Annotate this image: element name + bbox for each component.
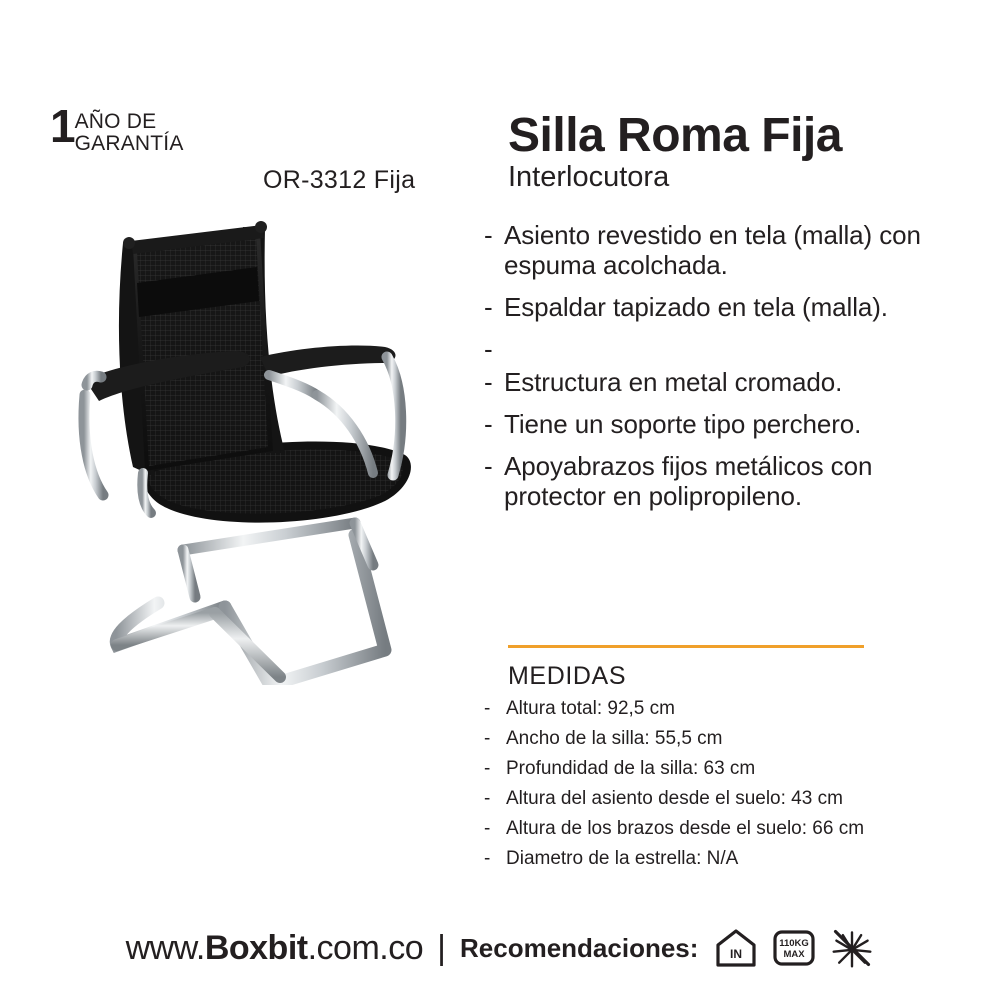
measure-text: Diametro de la estrella: N/A [506,847,739,869]
weight-limit-icon [772,926,816,970]
list-item [484,409,956,439]
feature-text: Asiento revestido en tela (malla) con espuma acolchada. [504,220,921,281]
bullet-dash: - [484,847,491,869]
no-direct-sunlight-icon [830,926,874,970]
measure-text: Altura del asiento desde el suelo: 43 cm [506,787,843,809]
bullet-dash: - [484,817,491,839]
feature-text: Tiene un soporte tipo perchero. [504,408,862,439]
feature-text: Estructura en metal cromado. [504,366,843,397]
bullet-dash: - [484,698,491,719]
list-item [484,451,956,511]
warranty-line-2: GARANTÍA [74,132,184,156]
divider-rule [508,645,864,648]
feature-text: Apoyabrazos fijos metálicos con protector en polipropileno. [504,450,873,512]
measure-text: Ancho de la silla: 55,5 cm [506,727,723,749]
bullet-dash: - [484,757,491,779]
bullet-dash: - [484,450,493,481]
warranty-badge [50,100,184,156]
bullet-dash: - [484,366,493,397]
product-image [55,205,455,685]
page-subtitle: Interlocutora [508,161,670,193]
list-item [484,292,956,322]
recommendations-label: Recomendaciones: [460,932,699,963]
measure-text: Altura de los brazos desde el suelo: 66 cm [506,817,865,839]
measure-text: Profundidad de la silla: 63 cm [506,757,756,779]
list-item [484,846,964,873]
list-item [484,367,956,397]
title-block [508,109,968,194]
url-tld: .com.co [307,928,424,967]
list-item [484,726,964,753]
bullet-dash: - [484,220,493,250]
warranty-number: 1 [50,100,75,152]
page-title: Silla Roma Fija [508,109,842,162]
footer [0,926,1000,970]
bullet-dash: - [484,787,491,809]
warranty-line-1: AÑO DE [74,110,157,133]
bullet-dash: - [484,292,493,323]
features-list [484,220,956,523]
indoor-use-icon [714,926,758,970]
url-brand: Boxbit [204,928,308,967]
list-item [484,696,964,723]
bullet-dash: - [484,727,491,749]
footer-separator: | [437,928,446,967]
measures-title: MEDIDAS [508,662,627,690]
svg-text:110KG: 110KG [779,938,810,949]
svg-text:MAX: MAX [783,949,805,960]
feature-text: Espaldar tapizado en tela (malla). [504,292,888,323]
warranty-text [75,108,184,156]
bullet-dash: - [484,408,493,439]
list-item [484,756,964,783]
list-item [484,220,956,280]
url-www: www. [125,928,205,967]
svg-text:IN: IN [730,947,743,961]
list-item [484,334,956,364]
recommendation-badges [714,926,874,970]
measure-text: Altura total: 92,5 cm [506,698,675,719]
model-code: OR-3312 Fija [263,166,416,194]
list-item [484,816,964,843]
list-item [484,786,964,813]
website-url[interactable] [126,929,424,968]
measures-list [484,696,964,876]
bullet-dash: - [484,334,493,365]
